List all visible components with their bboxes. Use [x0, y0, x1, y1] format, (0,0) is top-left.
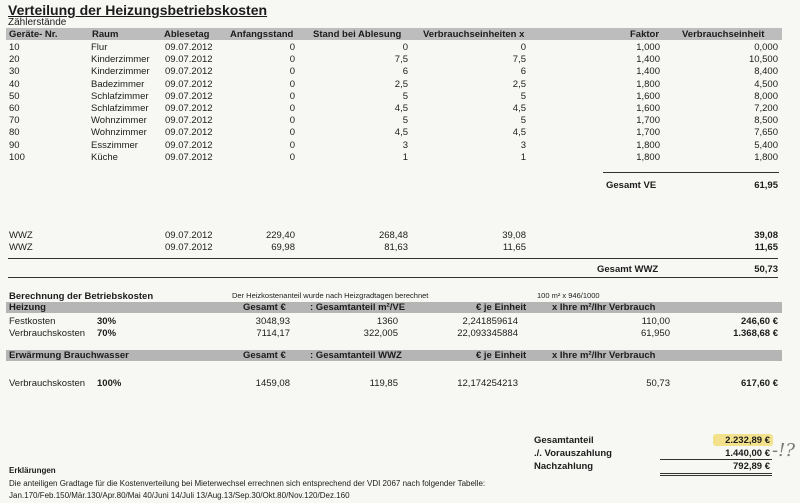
cell-verbrauchseinheit: 4,500	[754, 78, 778, 90]
cell-anfangsstand: 0	[289, 139, 295, 151]
cell-anfangsstand: 0	[289, 66, 295, 78]
cell-geraete-nr: 40	[9, 78, 20, 90]
summary-double-underline	[660, 473, 772, 474]
wwz-ablesetag: 09.07.2012	[165, 230, 213, 241]
cell-stand: 3	[402, 139, 408, 151]
cell-raum: Wohnzimmer	[91, 127, 147, 139]
heizung-header-label: Heizung	[9, 302, 46, 313]
cell-anfangsstand: 0	[289, 42, 295, 53]
gesamtanteil-value: 2.232,89 €	[725, 435, 770, 446]
header-stand: Stand bei Ablesung	[313, 29, 402, 40]
cell-faktor: 1,800	[636, 151, 660, 163]
wwz-stand: 268,48	[378, 230, 408, 241]
cell-verbrauchseinheit: 7,200	[754, 103, 778, 114]
cell-ablesetag: 09.07.2012	[165, 66, 213, 78]
cell-ablesetag: 09.07.2012	[165, 115, 213, 127]
cell-geraete-nr: 30	[9, 66, 20, 78]
divider-line	[8, 277, 778, 278]
cell-ablesetag: 09.07.2012	[165, 151, 213, 163]
summary-underline	[660, 459, 772, 460]
ww-row-label: Verbrauchskosten	[9, 378, 86, 389]
heizung-row-pct: 30%	[97, 316, 117, 327]
ww-row-verbrauch: 50,73	[646, 378, 670, 389]
vorauszahlung-value: 1.440,00 €	[725, 448, 770, 459]
cell-stand: 7,5	[394, 54, 408, 66]
cell-verbrauchseinheiten: 3	[520, 139, 526, 151]
erklaerungen-line-1: Die anteiligen Gradtage für die Kostenverteilung bei Mieterwechsel errechnen sich entsprechend der VDI 2067 nach folgender Tabelle:	[9, 479, 486, 488]
wwz-label: WWZ	[9, 242, 33, 253]
cell-stand: 6	[402, 66, 408, 78]
heizung-header-verbrauch: x Ihre m²/Ihr Verbrauch	[552, 302, 656, 313]
cell-geraete-nr: 50	[9, 90, 20, 102]
cell-stand: 2,5	[394, 78, 408, 90]
erklaerungen-line-2: Jan.170/Feb.150/Mär.130/Apr.80/Mai 40/Juni 14/Juli 13/Aug.13/Sep.30/Okt.80/Nov.120/Dez.160	[9, 491, 350, 500]
cell-verbrauchseinheiten: 1	[520, 151, 526, 163]
brauchwasser-header-einheit: € je Einheit	[476, 350, 527, 361]
cell-faktor: 1,400	[636, 66, 660, 78]
heizung-row-einheit: 2,241859614	[462, 316, 518, 327]
cell-verbrauchseinheit: 0,000	[754, 42, 778, 53]
summary-double-underline	[660, 475, 772, 476]
wwz-stand: 81,63	[384, 242, 408, 253]
wwz-verbrauchseinheiten: 39,08	[502, 230, 526, 241]
cell-anfangsstand: 0	[289, 151, 295, 163]
heizung-row-einheit: 22,093345884	[457, 328, 518, 339]
cell-ablesetag: 09.07.2012	[165, 127, 213, 139]
handwritten-note: -!?	[772, 440, 795, 461]
cell-verbrauchseinheit: 8,400	[754, 66, 778, 78]
cell-verbrauchseinheit: 8,500	[754, 115, 778, 127]
heizung-row-label: Festkosten	[9, 316, 56, 327]
gesamt-wwz-label: Gesamt WWZ	[597, 264, 659, 275]
header-verbrauchseinheit: Verbrauchseinheit	[682, 29, 765, 40]
nachzahlung-value: 792,89 €	[733, 461, 770, 472]
cell-anfangsstand: 0	[289, 103, 295, 114]
header-geraete-nr: Geräte- Nr.	[9, 29, 58, 40]
cell-stand: 0	[402, 42, 408, 53]
heizung-row-pct: 70%	[97, 328, 117, 339]
cell-anfangsstand: 0	[289, 115, 295, 127]
wwz-label: WWZ	[9, 230, 33, 241]
cell-ablesetag: 09.07.2012	[165, 90, 213, 102]
gesamt-wwz-value: 50,73	[754, 264, 778, 275]
cell-verbrauchseinheiten: 7,5	[512, 54, 526, 66]
cell-raum: Schlafzimmer	[91, 90, 149, 102]
cell-raum: Schlafzimmer	[91, 103, 149, 114]
heizung-row-betrag: 246,60 €	[741, 316, 778, 327]
cell-geraete-nr: 60	[9, 103, 20, 114]
gesamtanteil-label: Gesamtanteil	[534, 435, 594, 446]
cell-geraete-nr: 10	[9, 42, 20, 53]
cell-faktor: 1,000	[636, 42, 660, 53]
ww-row-anteil: 119,85	[369, 378, 398, 389]
brauchwasser-header-anteil: : Gesamtanteil WWZ	[310, 350, 402, 361]
wwz-verbrauchseinheiten: 11,65	[502, 242, 526, 253]
cell-geraete-nr: 90	[9, 139, 20, 151]
cell-verbrauchseinheiten: 5	[520, 90, 526, 102]
cell-raum: Flur	[91, 42, 108, 53]
cell-geraete-nr: 20	[9, 54, 20, 66]
cell-faktor: 1,600	[636, 90, 660, 102]
gesamt-ve-value: 61,95	[754, 180, 778, 191]
heizung-header-anteil: : Gesamtanteil m²/VE	[310, 302, 406, 313]
cell-verbrauchseinheit: 7,650	[754, 127, 778, 139]
brauchwasser-header-gesamt: Gesamt €	[243, 350, 286, 361]
berechnung-title: Berechnung der Betriebskosten	[9, 291, 154, 302]
cell-raum: Badezimmer	[91, 78, 145, 90]
heizung-row-betrag: 1.368,68 €	[733, 328, 778, 339]
cell-raum: Kinderzimmer	[91, 66, 150, 78]
cell-anfangsstand: 0	[289, 78, 295, 90]
cell-ablesetag: 09.07.2012	[165, 139, 213, 151]
cell-verbrauchseinheit: 8,000	[754, 90, 778, 102]
header-anfangsstand: Anfangsstand	[230, 29, 294, 40]
gesamt-ve-label: Gesamt VE	[606, 180, 657, 191]
cell-stand: 5	[402, 115, 408, 127]
cell-stand: 1	[402, 151, 408, 163]
heizung-row-anteil: 1360	[376, 316, 398, 327]
heizung-row-anteil: 322,005	[363, 328, 398, 339]
ww-row-betrag: 617,60 €	[741, 378, 778, 389]
berechnung-note-area: 100 m² x 946/1000	[537, 291, 600, 300]
cell-ablesetag: 09.07.2012	[165, 103, 213, 114]
ww-row-pct: 100%	[97, 378, 122, 389]
cell-verbrauchseinheiten: 4,5	[512, 127, 526, 139]
cell-faktor: 1,700	[636, 127, 660, 139]
wwz-verbrauchseinheit: 11,65	[754, 242, 778, 253]
brauchwasser-header-label: Erwärmung Brauchwasser	[9, 350, 129, 361]
erklaerungen-title: Erklärungen	[9, 466, 56, 475]
cell-verbrauchseinheiten: 4,5	[512, 103, 526, 114]
cell-faktor: 1,800	[636, 78, 660, 90]
cell-raum: Esszimmer	[91, 139, 138, 151]
cell-faktor: 1,600	[636, 103, 660, 114]
wwz-anfangsstand: 229,40	[265, 230, 295, 241]
cell-faktor: 1,400	[636, 54, 660, 66]
berechnung-note: Der Heizkostenanteil wurde nach Heizgradtagen berechnet	[232, 291, 429, 300]
section-subtitle: Zählerstände	[8, 17, 67, 28]
cell-faktor: 1,700	[636, 115, 660, 127]
heizung-header-einheit: € je Einheit	[476, 302, 527, 313]
cell-verbrauchseinheiten: 5	[520, 115, 526, 127]
cell-verbrauchseinheit: 10,500	[748, 54, 778, 66]
cell-verbrauchseinheiten: 2,5	[512, 78, 526, 90]
cell-stand: 4,5	[394, 127, 408, 139]
cell-verbrauchseinheiten: 6	[520, 66, 526, 78]
cell-stand: 5	[402, 90, 408, 102]
cell-geraete-nr: 80	[9, 127, 20, 139]
divider-line	[603, 172, 779, 173]
cell-stand: 4,5	[394, 103, 408, 114]
cell-ablesetag: 09.07.2012	[165, 42, 213, 53]
wwz-verbrauchseinheit: 39,08	[754, 230, 778, 241]
cell-verbrauchseinheit: 1,800	[754, 151, 778, 163]
cell-anfangsstand: 0	[289, 90, 295, 102]
header-ablesetag: Ablesetag	[164, 29, 210, 40]
ww-row-einheit: 12,174254213	[457, 378, 518, 389]
cell-anfangsstand: 0	[289, 127, 295, 139]
cell-faktor: 1,800	[636, 139, 660, 151]
wwz-ablesetag: 09.07.2012	[165, 242, 213, 253]
heizung-row-gesamt: 3048,93	[255, 316, 290, 327]
cell-anfangsstand: 0	[289, 54, 295, 66]
cell-raum: Küche	[91, 151, 118, 163]
cell-verbrauchseinheiten: 0	[520, 42, 526, 53]
header-faktor: Faktor	[630, 29, 660, 40]
divider-line	[8, 258, 778, 259]
cell-ablesetag: 09.07.2012	[165, 78, 213, 90]
heizung-row-label: Verbrauchskosten	[9, 328, 86, 339]
heizung-header-gesamt: Gesamt €	[243, 302, 286, 313]
vorauszahlung-label: ./. Vorauszahlung	[534, 448, 612, 459]
cell-ablesetag: 09.07.2012	[165, 54, 213, 66]
heizung-row-verbrauch: 110,00	[641, 316, 670, 327]
brauchwasser-header-verbrauch: x Ihre m²/Ihr Verbrauch	[552, 350, 656, 361]
cell-geraete-nr: 100	[9, 151, 25, 163]
heizung-row-verbrauch: 61,950	[640, 328, 670, 339]
ww-row-gesamt: 1459,08	[255, 378, 290, 389]
wwz-anfangsstand: 69,98	[271, 242, 295, 253]
header-raum: Raum	[92, 29, 119, 40]
header-verbrauchseinheiten: Verbrauchseinheiten x	[423, 29, 525, 40]
cell-raum: Wohnzimmer	[91, 115, 147, 127]
heizung-row-gesamt: 7114,17	[256, 328, 290, 339]
document-title: Verteilung der Heizungsbetriebskosten	[8, 2, 268, 18]
cell-geraete-nr: 70	[9, 115, 20, 127]
nachzahlung-label: Nachzahlung	[534, 461, 594, 472]
cell-raum: Kinderzimmer	[91, 54, 150, 66]
cell-verbrauchseinheit: 5,400	[754, 139, 778, 151]
